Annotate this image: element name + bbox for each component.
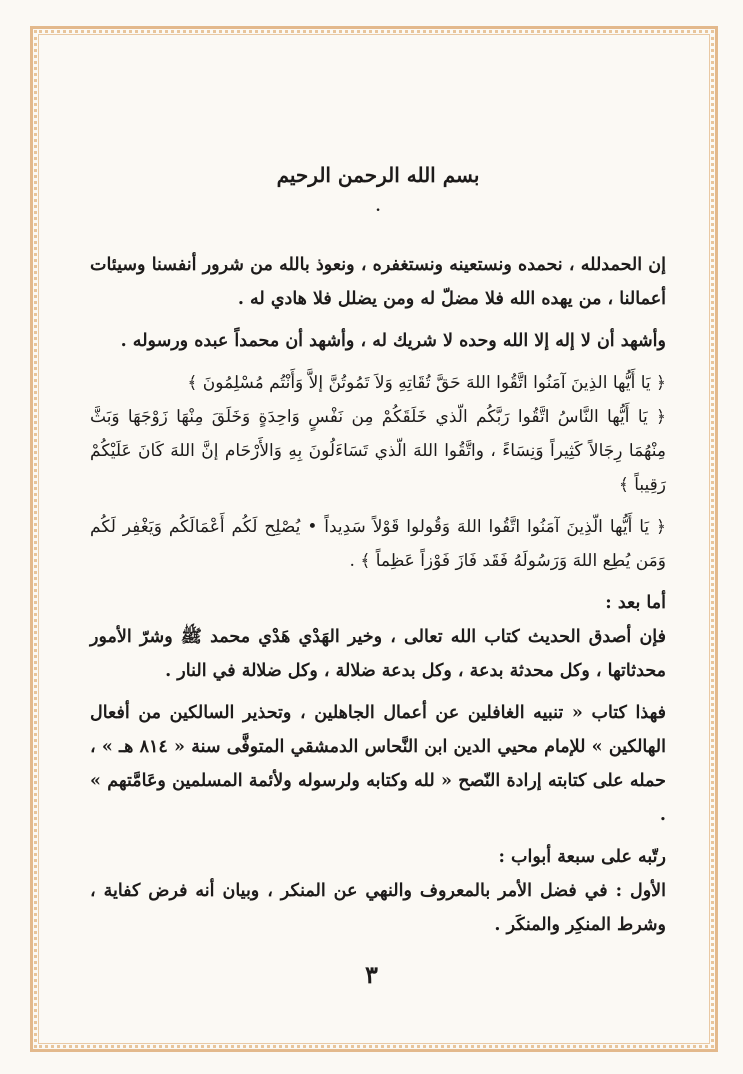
paragraph-hadith: فإن أصدق الحديث كتاب الله تعالى ، وخير الهَدْي هَدْي محمد ﷺ وشرّ الأمور محدثاتها ، وكل محدثة بدعة ، وكل بدعة ضلالة ، وكل ضلالة في النار .: [90, 627, 666, 681]
amma-bad-heading: أما بعد :: [605, 593, 666, 613]
chapters-heading: رتّبه على سبعة أبواب :: [498, 847, 666, 867]
ornament-dot: .: [375, 199, 381, 215]
paragraph-shahada: وأشهد أن لا إله إلا الله وحده لا شريك له ، وأشهد أن محمداً عبده ورسوله .: [120, 331, 666, 351]
paragraph-opening: إن الحمدلله ، نحمده ونستعينه ونستغفره ، ونعوذ بالله من شرور أنفسنا وسيئات أعمالنا ، من يهده الله فلا مضلّ له ومن يضلل فلا هادي له .: [90, 255, 666, 309]
verse-1: ﴿ يَا أَيُّها الذِينَ آمَنُوا اتَّقُوا اللهَ حَقَّ تُقَاتِهِ وَلاَ تَمُوتُنَّ إلاَّ وَأَنْتُم مُسْلِمُونَ ﴾: [187, 373, 666, 393]
page-number: ٣: [365, 960, 378, 989]
paragraph-book-intro: فهذا كتاب « تنبيه الغافلين عن أعمال الجاهلين ، وتحذير السالكين من أفعال الهالكين » للإمام محيي الدين ابن النَّحاس الدمشقي المتوفَّى سنة « ٨١٤ هـ » ، حمله على كتابته إرادة النّصح « لله وكتابه ولرسوله ولأئمة المسلمين وعَامَّتهم » .: [90, 703, 667, 825]
verse-3: ﴿ يَا أَيُّها الّذِينَ آمَنُوا اتَّقُوا اللهَ وَقُولوا قَوْلاً سَدِيداً • يُصْلِح لَكُم أَعْمَالَكُم وَيَغْفِر لَكُم وَمَن يُطِع اللهَ وَرَسُولَهُ فَقَد فَازَ فَوْزاً عَظِماً ﴾ .: [90, 517, 666, 571]
verse-2: ﴿ يَا أَيُّها النَّاسُ اتَّقُوا رَبَّكُم الّذي خَلَقَكُمْ مِن نَفْسٍ وَاحِدَةٍ وَخَلَقَ مِنْهَا زَوْجَهَا وَبَثَّ مِنْهُمَا رِجَالاً كَثِيراً وَنِسَاءً ، واتَّقُوا اللهَ الّذي تَسَاءَلُونَ بِهِ وَالأَرْحَام إنَّ اللهَ كَانَ عَلَيْكُمْ رَقِيباً ﴾: [90, 407, 666, 495]
paragraph-first-chapter: الأول : في فضل الأمر بالمعروف والنهي عن المنكر ، وبيان أنه فرض كفاية ، وشرط المنكِر والمنكَر .: [90, 881, 666, 935]
page-body: [90, 158, 666, 950]
basmala-heading: بسم الله الرحمن الرحيم: [276, 163, 480, 187]
